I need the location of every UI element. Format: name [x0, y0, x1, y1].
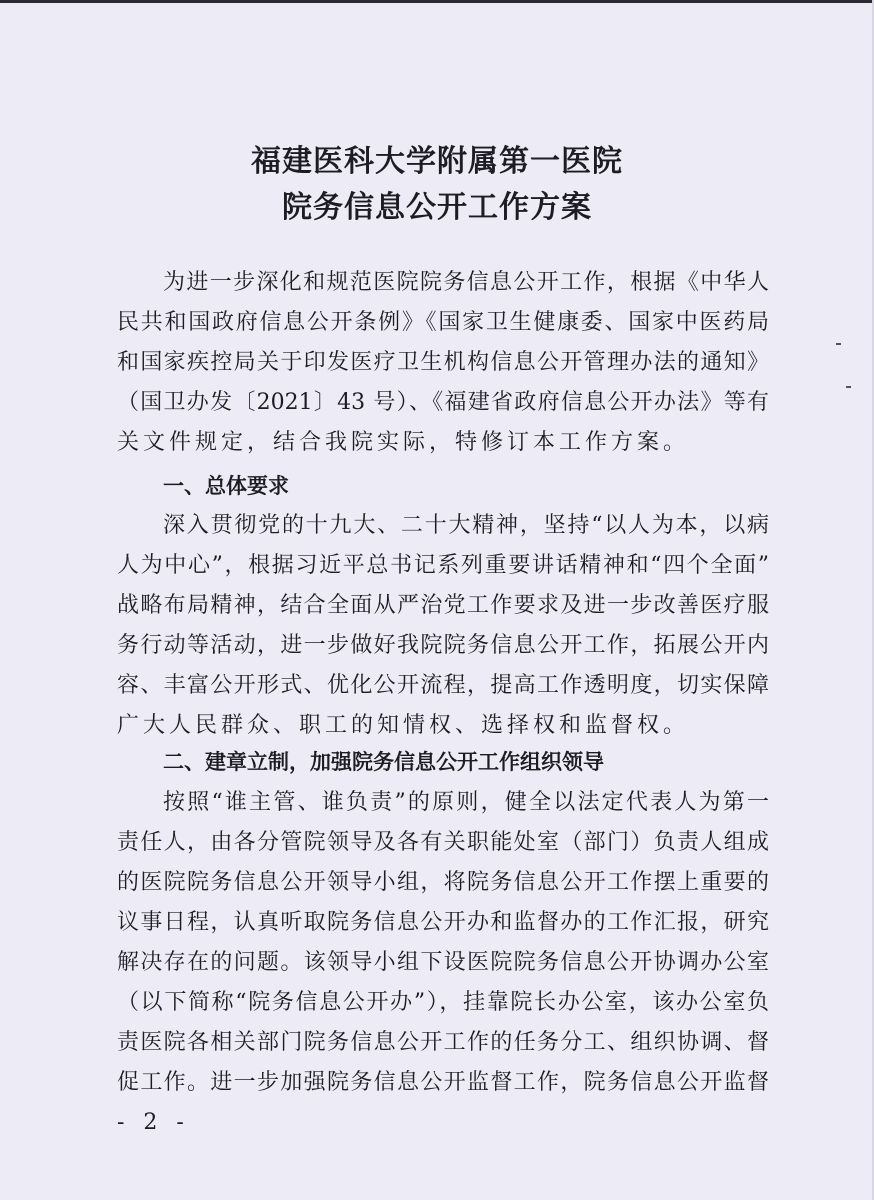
section2-paragraph-line: 责医院各相关部门院务信息公开工作的任务分工、组织协调、督 [117, 1030, 769, 1055]
section1-paragraph-line: 务行动等活动，进一步做好我院院务信息公开工作，拓展公开内 [117, 633, 769, 658]
intro-paragraph-line: 关文件规定，结合我院实际，特修订本工作方案。 [117, 430, 690, 455]
section2-paragraph-line: 议事日程，认真听取院务信息公开办和监督办的工作汇报，研究 [117, 910, 769, 935]
section1-paragraph-line: 深入贯彻党的十九大、二十大精神，坚持“以人为本，以病 [163, 513, 769, 538]
section2-paragraph-line: 促工作。进一步加强院务信息公开监督工作，院务信息公开监督 [117, 1070, 769, 1095]
intro-paragraph-line: （国卫办发〔2021〕43 号）、《福建省政府信息公开办法》等有 [117, 390, 769, 415]
section2-paragraph-line: 的医院院务信息公开领导小组，将院务信息公开工作摆上重要的 [117, 870, 769, 895]
section-heading-1: 一、总体要求 [163, 474, 289, 498]
document-title: 福建医科大学附属第一医院 [251, 144, 623, 179]
section-heading-2: 二、建章立制，加强院务信息公开工作组织领导 [163, 750, 604, 774]
section1-paragraph-line: 容、丰富公开形式、优化公开流程，提高工作透明度，切实保障 [117, 673, 769, 698]
section2-paragraph-line: （以下简称“院务信息公开办”），挂靠院长办公室，该办公室负 [117, 990, 769, 1015]
section2-paragraph-line: 责任人，由各分管院领导及各有关职能处室（部门）负责人组成 [117, 830, 769, 855]
intro-paragraph-line: 和国家疾控局关于印发医疗卫生机构信息公开管理办法的通知》 [117, 350, 769, 375]
section2-paragraph-line: 解决存在的问题。该领导小组下设医院院务信息公开协调办公室 [117, 950, 769, 975]
document-subtitle: 院务信息公开工作方案 [282, 190, 592, 225]
section2-paragraph-line: 按照“谁主管、谁负责”的原则，健全以法定代表人为第一 [163, 790, 769, 815]
scan-edge [0, 0, 874, 3]
scan-speck [846, 386, 851, 388]
scan-speck [836, 343, 841, 345]
page-number: - 2 - [117, 1110, 190, 1135]
intro-paragraph-line: 民共和国政府信息公开条例》《国家卫生健康委、国家中医药局 [117, 310, 769, 335]
section1-paragraph-line: 广大人民群众、职工的知情权、选择权和监督权。 [117, 713, 690, 738]
section1-paragraph-line: 人为中心”，根据习近平总书记系列重要讲话精神和“四个全面” [117, 553, 769, 578]
intro-paragraph-line: 为进一步深化和规范医院院务信息公开工作，根据《中华人 [163, 270, 769, 295]
section1-paragraph-line: 战略布局精神，结合全面从严治党工作要求及进一步改善医疗服 [117, 593, 769, 618]
